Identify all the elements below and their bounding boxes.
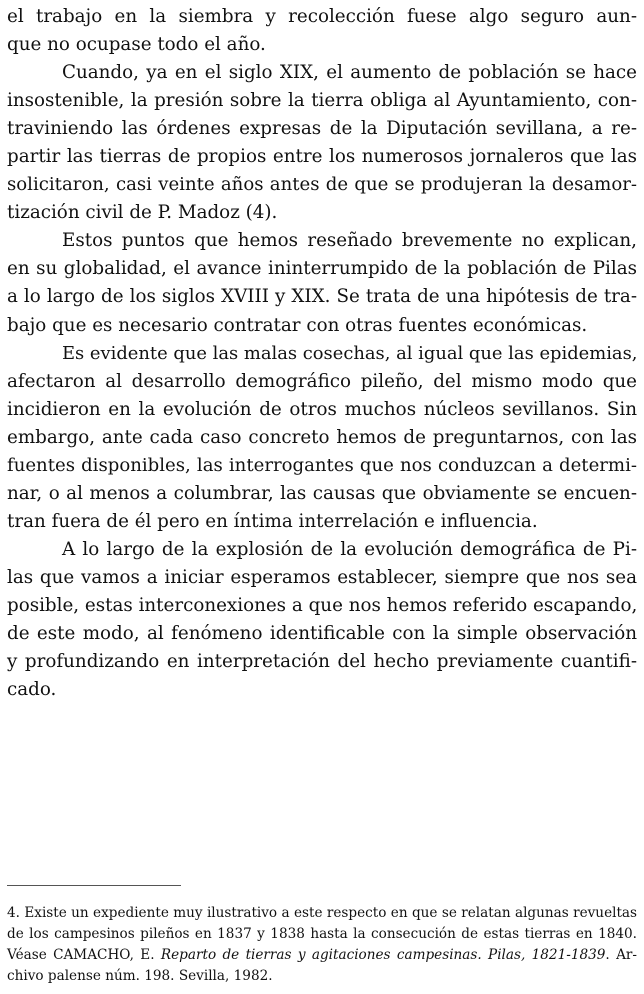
footnote-line: 4. Existe un expediente muy ilustrativo a este respecto en que se relatan algunas revueltas (7, 905, 637, 921)
text-line: Es evidente que las malas cosechas, al igual que las epidemias, (62, 342, 638, 364)
text-line: el trabajo en la siembra y recolección fuese algo seguro aun- (7, 6, 637, 27)
text-line: tización civil de P. Madoz (4). (7, 202, 278, 224)
footnote-book-title: Reparto de tierras y agitaciones campesinas. Pilas, 1821-1839 (160, 947, 606, 963)
paragraph-3 (7, 227, 637, 339)
paragraph-5 (7, 536, 637, 704)
text-line: tran fuera de él pero en íntima interrelación e influencia. (7, 510, 538, 532)
text-line: Cuando, ya en el siglo XIX, el aumento de población se hace (62, 62, 637, 84)
text-line: partir las tierras de propios entre los numerosos jornaleros que las (7, 146, 637, 168)
footnote-citation-suffix: . Ar- (605, 947, 637, 963)
text-line: A lo largo de la explosión de la evolución demográfica de Pi- (62, 538, 637, 560)
text-line: solicitaron, casi veinte años antes de que se produjeran la desamor- (7, 174, 637, 196)
text-line: Estos puntos que hemos reseñado brevemente no explican, (62, 230, 637, 252)
text-line: incidieron en la evolución de otros muchos núcleos sevillanos. Sin (7, 398, 637, 420)
text-line: nar, o al menos a columbrar, las causas que obviamente se encuen- (7, 482, 637, 504)
paragraph-4 (7, 340, 637, 536)
text-line: insostenible, la presión sobre la tierra obliga al Ayuntamiento, con- (7, 90, 637, 112)
footnote-line: chivo palense núm. 198. Sevilla, 1982. (7, 968, 273, 984)
footnote-line (7, 945, 637, 966)
text-line: posible, estas interconexiones a que nos hemos referido escapando, (7, 594, 638, 616)
text-line: afectaron al desarrollo demográfico pileño, del mismo modo que (7, 370, 637, 392)
body-text (7, 3, 637, 704)
paragraph-1 (7, 3, 637, 59)
footnote (7, 903, 637, 987)
text-line: traviniendo las órdenes expresas de la Diputación sevillana, a re- (7, 118, 637, 140)
footnote-line: de los campesinos pileños en 1837 y 1838 hasta la consecución de estas tierras en 1840. (7, 926, 637, 942)
text-line: bajo que es necesario contratar con otras fuentes económicas. (7, 314, 588, 336)
paragraph-2 (7, 59, 637, 227)
text-line: y profundizando en interpretación del hecho previamente cuantifi- (7, 651, 637, 673)
text-line: que no ocupase todo el año. (7, 34, 266, 56)
text-line: en su globalidad, el avance ininterrumpido de la población de Pilas (7, 258, 637, 280)
footnote-divider (7, 885, 181, 886)
text-line: fuentes disponibles, las interrogantes que nos conduzcan a determi- (7, 454, 637, 476)
text-line: de este modo, al fenómeno identificable con la simple observación (7, 623, 637, 645)
text-line: cado. (7, 679, 57, 701)
text-line: las que vamos a iniciar esperamos establecer, siempre que nos sea (7, 566, 637, 588)
text-line: a lo largo de los siglos XVIII y XIX. Se trata de una hipótesis de tra- (7, 286, 637, 308)
footnote-citation-prefix: Véase CAMACHO, E. (7, 947, 161, 963)
text-line: embargo, ante cada caso concreto hemos de preguntarnos, con las (7, 426, 637, 448)
